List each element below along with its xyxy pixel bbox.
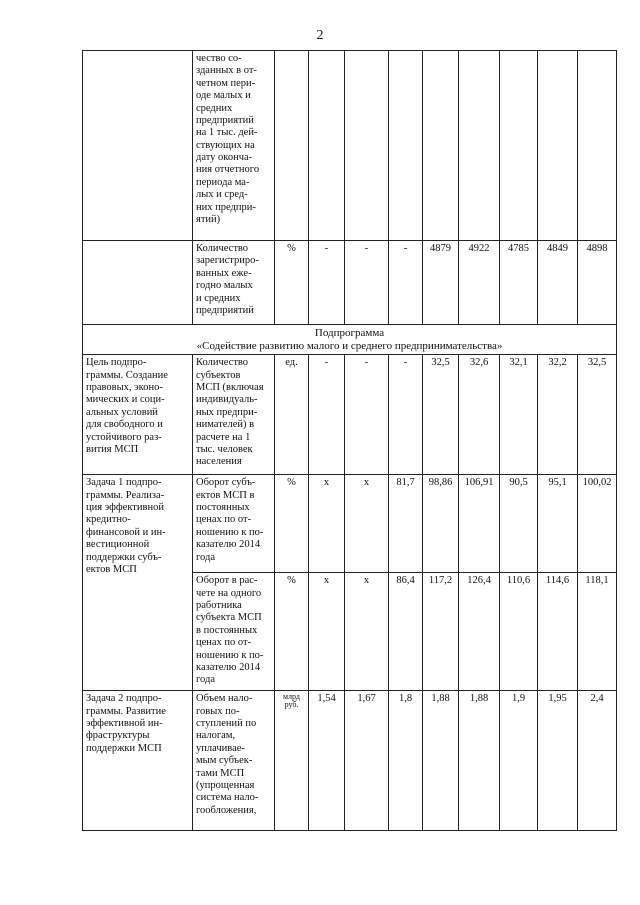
indicator-cell: Оборот субъ- ектов МСП в постоянных ценах по от- ношению к по- казателю 2014 года xyxy=(193,475,275,573)
unit-cell xyxy=(275,51,309,241)
value-cell: 86,4 xyxy=(389,573,423,691)
value-cell: х xyxy=(345,573,389,691)
value-cell: 1,54 xyxy=(309,691,345,831)
value-cell: 98,86 xyxy=(423,475,459,573)
unit-label: млрд руб. xyxy=(282,692,301,710)
value-cell: 32,6 xyxy=(459,355,500,475)
value-cell: 90,5 xyxy=(500,475,538,573)
page-number: 2 xyxy=(316,28,324,43)
value-cell: 32,1 xyxy=(500,355,538,475)
value-cell: 126,4 xyxy=(459,573,500,691)
goal-cell: Задача 2 подпро- граммы. Развитие эффективной ин- фраструктуры поддержки МСП xyxy=(83,691,193,831)
value-cell: - xyxy=(309,241,345,325)
value-cell xyxy=(309,51,345,241)
goal-cell xyxy=(83,241,193,325)
subprogram-title: Подпрограмма xyxy=(314,327,385,339)
value-cell: 1,88 xyxy=(459,691,500,831)
value-cell: 95,1 xyxy=(538,475,578,573)
goal-cell xyxy=(83,51,193,241)
value-cell: - xyxy=(309,355,345,475)
value-cell xyxy=(538,51,578,241)
table-row xyxy=(83,51,617,241)
indicator-cell: Количество субъектов МСП (включая индивидуаль- ных предпри- нимателей) в расчете на 1 тыс. человек населения xyxy=(193,355,275,475)
value-cell: 81,7 xyxy=(389,475,423,573)
value-cell xyxy=(459,51,500,241)
table-row xyxy=(83,241,617,325)
unit-cell: % xyxy=(275,241,309,325)
value-cell: х xyxy=(345,475,389,573)
value-cell: 4849 xyxy=(538,241,578,325)
value-cell: 117,2 xyxy=(423,573,459,691)
value-cell xyxy=(578,51,617,241)
indicator-cell: Оборот в рас- чете на одного работника субъекта МСП в постоянных ценах по от- ношению к по- казателю 2014 года xyxy=(193,573,275,691)
unit-cell xyxy=(275,691,309,831)
unit-cell: ед. xyxy=(275,355,309,475)
indicator-cell: Количество зарегистриро- ванных еже- годно малых и средних предприятий xyxy=(193,241,275,325)
value-cell: 1,9 xyxy=(500,691,538,831)
value-cell: - xyxy=(389,355,423,475)
value-cell: 114,6 xyxy=(538,573,578,691)
indicators-table xyxy=(82,50,617,831)
value-cell: 2,4 xyxy=(578,691,617,831)
value-cell: х xyxy=(309,475,345,573)
value-cell: х xyxy=(309,573,345,691)
value-cell: 106,91 xyxy=(459,475,500,573)
value-cell: 1,8 xyxy=(389,691,423,831)
value-cell: - xyxy=(345,241,389,325)
value-cell: - xyxy=(345,355,389,475)
value-cell xyxy=(345,51,389,241)
value-cell: 4898 xyxy=(578,241,617,325)
value-cell: 100,02 xyxy=(578,475,617,573)
table-row xyxy=(83,691,617,831)
value-cell: 4785 xyxy=(500,241,538,325)
table-row xyxy=(83,475,617,573)
value-cell xyxy=(423,51,459,241)
value-cell: 32,5 xyxy=(423,355,459,475)
value-cell: 32,5 xyxy=(578,355,617,475)
indicator-cell: Объем нало- говых по- ступлений по налогам, уплачивае- мым субъек- тами МСП (упрощенная система нало- гообложения, xyxy=(193,691,275,831)
value-cell: - xyxy=(389,241,423,325)
value-cell xyxy=(500,51,538,241)
subprogram-title-cell xyxy=(83,325,617,355)
value-cell: 1,95 xyxy=(538,691,578,831)
unit-cell: % xyxy=(275,573,309,691)
goal-cell: Цель подпро- граммы. Создание правовых, эконо- мических и соци- альных условий для свободного и устойчивого раз- вития МСП xyxy=(83,355,193,475)
value-cell: 4922 xyxy=(459,241,500,325)
subprogram-name: «Содействие развитию малого и среднего предпринимательства» xyxy=(196,339,503,352)
subprogram-title-row xyxy=(83,325,617,355)
value-cell: 110,6 xyxy=(500,573,538,691)
unit-cell: % xyxy=(275,475,309,573)
value-cell: 4879 xyxy=(423,241,459,325)
value-cell: 118,1 xyxy=(578,573,617,691)
value-cell: 1,88 xyxy=(423,691,459,831)
table-row xyxy=(83,355,617,475)
indicator-cell: чество со- зданных в от- четном пери- оде малых и средних предприятий на 1 тыс. дей- ствующих на дату оконча- ния отчетного периода ма- лых и сред- них предпри- ятий) xyxy=(193,51,275,241)
value-cell: 32,2 xyxy=(538,355,578,475)
value-cell xyxy=(389,51,423,241)
value-cell: 1,67 xyxy=(345,691,389,831)
goal-cell: Задача 1 подпро- граммы. Реализа- ция эффективной кредитно- финансовой и ин- вестиционной поддержки субъ- ектов МСП xyxy=(83,475,193,691)
